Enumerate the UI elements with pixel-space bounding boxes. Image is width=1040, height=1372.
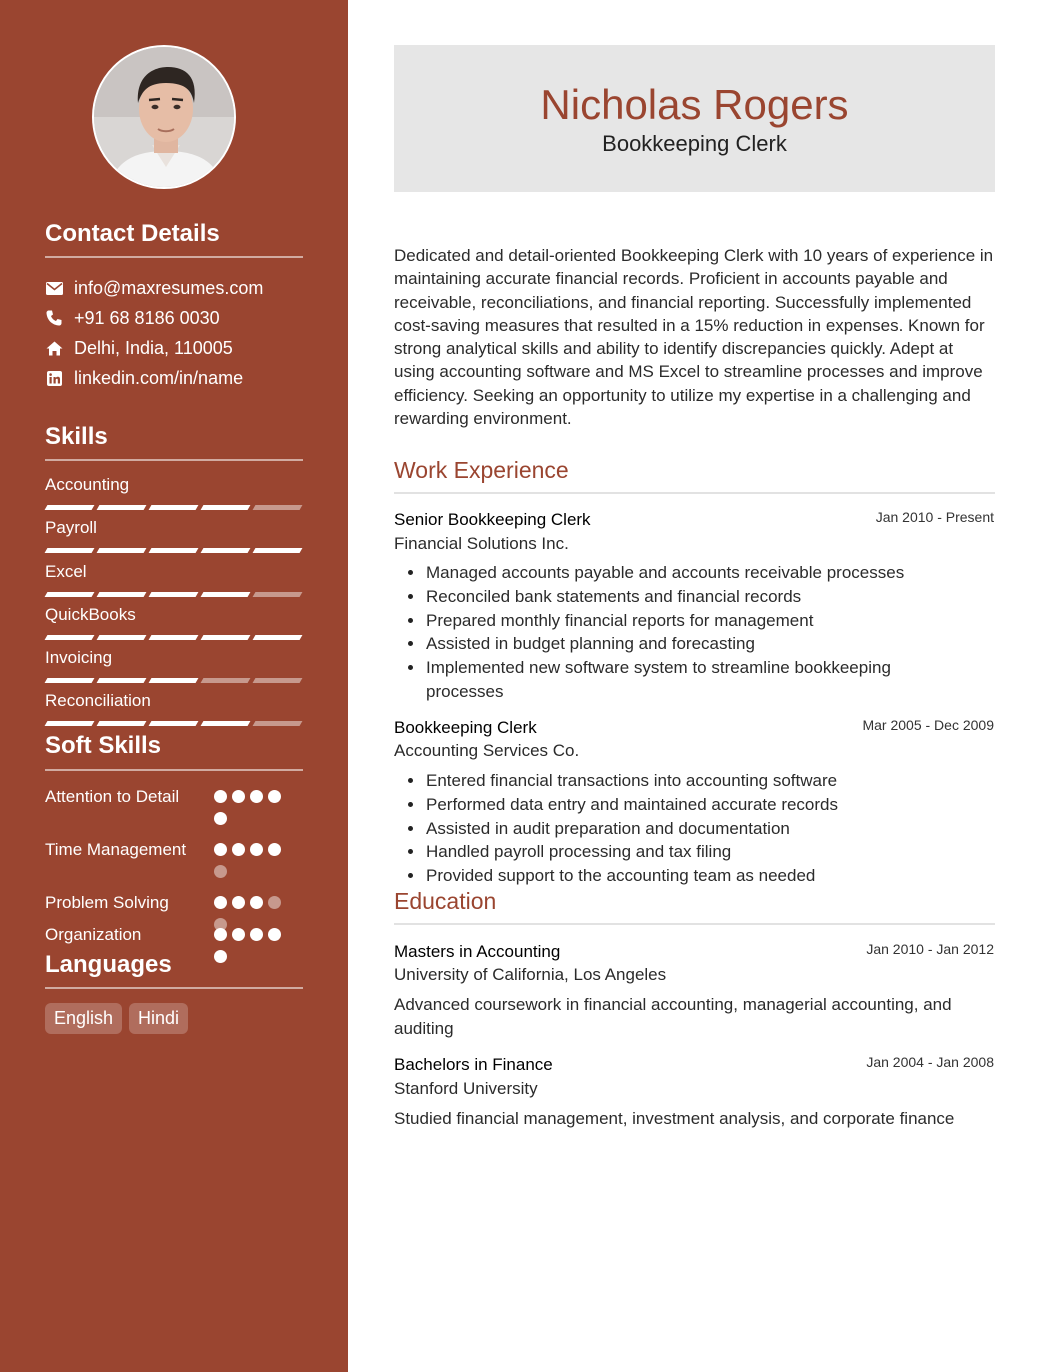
skill-level-segment (201, 505, 251, 510)
list-item: Performed data entry and maintained accurate records (426, 793, 986, 817)
phone-icon (45, 309, 63, 327)
language-chip: English (45, 1003, 122, 1034)
summary-text: Dedicated and detail-oriented Bookkeeping Clerk with 10 years of experience in maintaining accurate financial records. Proficient in accounts payable and receivable, reconciliations, and financial reporting. Successfully implemented cost-saving measures that resulted in a 15% reduction in expenses. Known for strong analytical skills and ability to identify discrepancies quickly. Adept at using accounting software and MS Excel to streamline processes and improve efficiency. Seeking an opportunity to utilize my expertise in a challenging and rewarding environment. (394, 246, 994, 429)
skill-level-dot (214, 865, 227, 878)
school-name: Stanford University (394, 1079, 538, 1098)
work-heading: Work Experience (394, 457, 569, 483)
skill-level-dot (268, 928, 281, 941)
language-chip: Hindi (129, 1003, 188, 1034)
skills-heading: Skills (45, 423, 108, 450)
soft-skill-label: Problem Solving (45, 893, 169, 912)
skill-label: Reconciliation (45, 691, 151, 710)
skill-level-segment (149, 721, 199, 726)
soft-skill-label: Time Management (45, 840, 187, 859)
list-item: Provided support to the accounting team as needed (426, 864, 986, 888)
skill-level-segment (45, 548, 95, 553)
divider (45, 987, 303, 989)
degree-title: Bachelors in Finance (394, 1055, 553, 1074)
skill-level-segment (253, 592, 303, 597)
skill-level-segment (253, 548, 303, 553)
skill-level-segment (45, 505, 95, 510)
soft-skill-dots (214, 896, 290, 931)
list-item: Prepared monthly financial reports for management (426, 609, 986, 633)
skill-level-segment (97, 635, 147, 640)
divider (394, 923, 995, 925)
candidate-name: Nicholas Rogers (540, 81, 849, 128)
soft-skill-label: Attention to Detail (45, 787, 180, 806)
job-company: Financial Solutions Inc. (394, 534, 569, 553)
skill-level-segment (45, 635, 95, 640)
skill-level-dot (214, 843, 227, 856)
skill-bar (46, 592, 301, 597)
job-dates: Mar 2005 - Dec 2009 (862, 717, 994, 733)
school-name: University of California, Los Angeles (394, 965, 667, 984)
skill-level-dot (232, 896, 245, 909)
skill-level-dot (268, 843, 281, 856)
list-item: Assisted in budget planning and forecasting (426, 632, 986, 656)
skill-level-dot (250, 843, 263, 856)
skill-level-segment (45, 592, 95, 597)
envelope-icon (45, 279, 63, 297)
job-bullets (426, 769, 986, 888)
contact-phone[interactable] (45, 306, 220, 330)
skill-bar (46, 635, 301, 640)
skill-bar (46, 721, 301, 726)
list-item: Handled payroll processing and tax filing (426, 840, 986, 864)
skill-label: QuickBooks (45, 605, 136, 624)
skill-level-dot (214, 928, 227, 941)
skill-level-dot (232, 843, 245, 856)
skill-label: Excel (45, 562, 87, 581)
list-item: Assisted in audit preparation and documentation (426, 817, 986, 841)
contact-location-text: Delhi, India, 110005 (74, 337, 233, 358)
contact-phone-text: +91 68 8186 0030 (74, 307, 220, 328)
languages-heading: Languages (45, 951, 172, 978)
education-heading: Education (394, 888, 497, 914)
skill-level-segment (253, 505, 303, 510)
soft-skills-heading: Soft Skills (45, 732, 162, 759)
divider (45, 769, 303, 771)
skill-bar (46, 678, 301, 683)
soft-skill-dots (214, 928, 290, 963)
sidebar (0, 0, 348, 1372)
skill-level-dot (268, 896, 281, 909)
list-item: Reconciled bank statements and financial records (426, 585, 986, 609)
skill-level-segment (149, 635, 199, 640)
job-title: Bookkeeping Clerk (394, 718, 537, 737)
skill-level-dot (232, 790, 245, 803)
skill-level-dot (232, 928, 245, 941)
job-company: Accounting Services Co. (394, 741, 580, 760)
skill-level-segment (253, 678, 303, 683)
skill-level-dot (214, 950, 227, 963)
skill-level-segment (149, 678, 199, 683)
skill-level-dot (250, 928, 263, 941)
list-item: Managed accounts payable and accounts receivable processes (426, 561, 986, 585)
skill-level-dot (214, 790, 227, 803)
skill-level-segment (253, 635, 303, 640)
degree-title: Masters in Accounting (394, 942, 561, 961)
divider (394, 492, 995, 494)
soft-skill-dots (214, 843, 290, 878)
education-dates: Jan 2004 - Jan 2008 (866, 1054, 994, 1070)
profile-photo (92, 45, 236, 189)
candidate-title: Bookkeeping Clerk (602, 131, 787, 156)
contact-linkedin[interactable] (45, 366, 243, 390)
soft-skill-dots (214, 790, 290, 825)
skill-level-segment (97, 592, 147, 597)
skill-level-segment (201, 678, 251, 683)
linkedin-icon (45, 369, 63, 387)
skill-level-segment (97, 721, 147, 726)
job-bullets (426, 561, 986, 704)
skill-level-segment (201, 592, 251, 597)
skill-level-segment (253, 721, 303, 726)
skill-level-dot (268, 790, 281, 803)
skill-level-dot (250, 790, 263, 803)
skill-label: Payroll (45, 518, 97, 537)
skill-level-segment (97, 548, 147, 553)
home-icon (45, 339, 63, 357)
divider (45, 459, 303, 461)
skill-level-dot (214, 812, 227, 825)
skill-label: Accounting (45, 475, 130, 494)
skill-label: Invoicing (45, 648, 113, 667)
skill-level-segment (201, 721, 251, 726)
skill-level-segment (45, 678, 95, 683)
skill-level-segment (201, 635, 251, 640)
skill-level-segment (149, 505, 199, 510)
skill-level-segment (149, 548, 199, 553)
education-dates: Jan 2010 - Jan 2012 (866, 941, 994, 957)
education-description: Advanced coursework in financial accounting, managerial accounting, and auditing (394, 995, 952, 1038)
contact-heading: Contact Details (45, 220, 220, 247)
skill-level-dot (214, 896, 227, 909)
contact-location (45, 336, 233, 360)
skill-level-segment (97, 678, 147, 683)
skill-level-dot (250, 896, 263, 909)
list-item: Implemented new software system to streamline bookkeeping processes (426, 656, 946, 704)
divider (45, 256, 303, 258)
soft-skill-label: Organization (45, 925, 142, 944)
skill-level-segment (149, 592, 199, 597)
skill-level-segment (97, 505, 147, 510)
contact-linkedin-text: linkedin.com/in/name (74, 367, 244, 388)
skill-bar (46, 548, 301, 553)
job-title: Senior Bookkeeping Clerk (394, 510, 591, 529)
list-item: Entered financial transactions into accounting software (426, 769, 986, 793)
skill-level-segment (201, 548, 251, 553)
education-description: Studied financial management, investment analysis, and corporate finance (394, 1109, 955, 1128)
job-dates: Jan 2010 - Present (875, 509, 994, 525)
skill-bar (46, 505, 301, 510)
contact-email-text: info@maxresumes.com (74, 277, 264, 298)
contact-email[interactable] (45, 276, 263, 300)
skill-level-segment (45, 721, 95, 726)
avatar (94, 47, 236, 189)
